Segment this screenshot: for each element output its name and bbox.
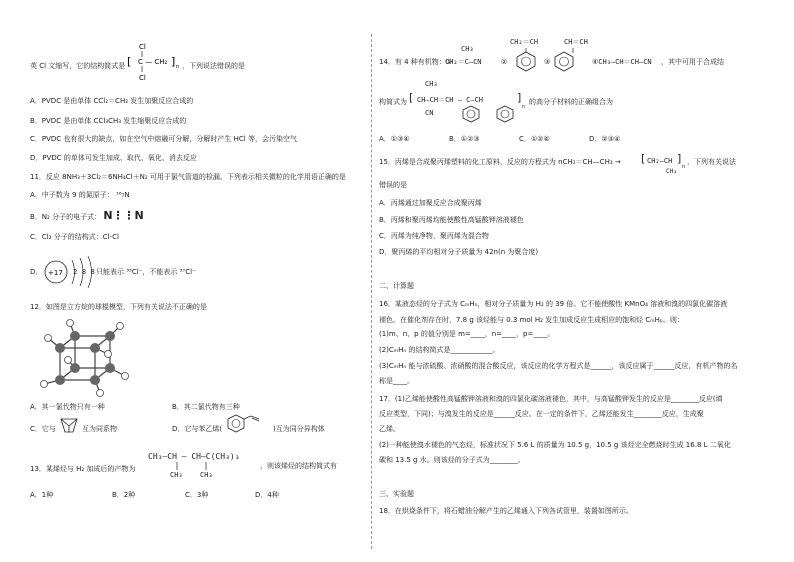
- q13-branch-right: CH₃: [200, 471, 213, 479]
- q14-stem-prefix: 14．有 4 种有机物：①: [379, 58, 453, 66]
- q12-option-b: B．其二氯代物有三种: [172, 403, 240, 411]
- q15-option-d: D．聚丙烯的平均相对分子质量为 42n(n 为聚合度): [379, 248, 539, 256]
- q14-polymer-top: CH₃: [425, 80, 438, 88]
- q12-option-d-prefix: D．它与苯乙烯(: [172, 425, 223, 433]
- pvdc-option-a: A．PVDC 是由单体 CCl₂＝CH₂ 发生加聚反应合成的: [30, 97, 194, 105]
- q11-option-d-label: D．: [30, 268, 43, 276]
- q12-option-a: A．其一氯代物只有一种: [30, 403, 105, 411]
- q15-option-c: C．丙烯为纯净物，聚丙烯为混合物: [379, 232, 489, 240]
- q13-formula: CH₃—CH — CH—C(CH₃)₃: [148, 452, 240, 461]
- q14-option-a: A．①③④: [379, 135, 410, 143]
- q13-branch-left: CH₃: [170, 471, 183, 479]
- q14-m2-label: ②: [501, 58, 508, 66]
- q17-line-4: (2)一种能使溴水褪色的气态烃，标准状况下 5.6 L 的质量为 10.5 g，10.5 g 该烃完全燃烧时生成 16.8 L 二氧化: [379, 441, 731, 449]
- q14-m2-vinyl: CH₂＝CH: [510, 38, 539, 46]
- q17-line-5: 碳和 13.5 g 水。则该烃的分子式为________。: [379, 456, 525, 464]
- pvdc-intro-suffix: ，下列说法错误的是: [182, 62, 245, 70]
- q11-option-a-symbol: ¹⁶₇N: [115, 191, 130, 199]
- q16-line-1: 16．某液态烃的分子式为 CₘHₙ，相对分子质量为 H₂ 的 39 倍。它不能使酸性 KMnO₄ 溶液和溴的四氯化碳溶液: [379, 300, 728, 308]
- q14-option-d: D．②③④: [589, 135, 621, 143]
- q14-m3-label: ③: [544, 58, 551, 66]
- q13-option-a: A．1种: [30, 491, 54, 499]
- q13-option-b: B．2种: [112, 491, 136, 499]
- cubane-ball-stick-model: [30, 318, 140, 398]
- pvdc-formula: [125, 40, 205, 82]
- q11-option-a: [30, 191, 130, 200]
- q14-polymer-main: CH—CH＝CH — C—CH: [417, 96, 484, 104]
- electron-shells: 2 8 8: [73, 268, 96, 276]
- q14-m4: ④CH₃—CH＝CH—CN: [592, 58, 652, 66]
- q14-polymer-cn: CN: [425, 109, 434, 117]
- pvdc-n: n: [176, 64, 180, 70]
- q14-m1-top: CH₃: [461, 45, 474, 53]
- q11-option-d-text: 只能表示 ³⁵Cl⁻，不能表示 ³⁷Cl⁻: [96, 268, 196, 276]
- q14-option-b: B．①②③: [449, 135, 480, 143]
- q14-line2-prefix: 构简式为: [379, 98, 407, 106]
- q12-option-d-suffix: )互为同分异构体: [273, 425, 325, 433]
- q11-option-b-text: B．N₂ 分子的电子式：: [30, 213, 102, 221]
- q13-stem-suffix: ，则该烯烃的结构简式有: [260, 462, 337, 470]
- q15-stem-suffix: ，下列有关说法: [687, 158, 736, 166]
- q15-option-b: B．丙烯和聚丙烯均能使酸性高锰酸钾溶液褪色: [379, 216, 524, 224]
- pvdc-chain: C — CH₂: [138, 58, 168, 66]
- prismane-structure: [58, 414, 80, 436]
- pvdc-cl-top: Cl: [139, 43, 146, 51]
- q12-stem: 12．如图是立方烷的球棍模型，下列有关说法不正确的是: [30, 303, 207, 311]
- q15-polymer: CH₂—CH: [647, 157, 673, 165]
- q11-option-a-text: A．中子数为 9 的氮原子：: [30, 191, 114, 199]
- q12-option-c-prefix: C．它与: [30, 425, 56, 433]
- q16-line-3: (1)m、n、p 的值分别是 m=____，n=____，p=____。: [379, 330, 555, 338]
- q15-stem-line2: 错误的是: [379, 181, 407, 189]
- styrene-structure: [226, 412, 272, 436]
- q14-polymer-n: n: [522, 104, 526, 110]
- q15-polymer-branch: CH₃: [666, 168, 677, 175]
- q14-m2-benzene: [515, 48, 539, 74]
- q13-option-d: D．4种: [255, 491, 279, 499]
- q17-line-3: 乙烯。: [379, 425, 400, 433]
- q16-line-4: (2)CₘHₙ 的结构简式是____________。: [379, 346, 500, 354]
- q14-m1-main: CH₂＝C—CN: [445, 58, 482, 66]
- q11-option-b-symbol: N⋮⋮N: [103, 209, 144, 222]
- q18-stem: 18．在烘烧条件下，将石蜡油分解产生的乙烯通入下列各试管里，装置如图所示。: [379, 507, 633, 515]
- q11-option-c: C．Cl₂ 分子的结构式：Cl-Cl: [30, 233, 119, 241]
- q15-polymer-n: n: [682, 164, 686, 170]
- q12-option-c-suffix: 互为同系物: [82, 425, 117, 433]
- exam-page: 英 Cl 文缩写，它的结构简式是 Cl [ C — CH₂ ] n Cl ，下列说法错误的是 A．PVDC 是由单体 CCl₂＝CH₂ 发生加聚反应合成的 B．PVDC 是由单体 CCl₃CH₃ 发生缩聚反应合成的 C．PVDC 也有很大的缺点，如在空气中熔融可分解，分解时产生 HCl 等，会污染空气 D．PVDC 的单体可发生加成、取代、氧化、消去反应 11．反应 8NH₃＋3Cl₂＝6NH₄Cl＋N₂ 可用于氯气管道的检漏。下列表示相关微粒的化学用语正确的是 A．中子数为 9 的氮原子： ¹⁶₇N B．N₂ 分子的电子式： N⋮⋮N C．Cl₂ 分子的结构式：Cl-Cl D． +17 2 8 8 只能表示 ³⁵Cl⁻，不能表示 ³⁷Cl⁻ 12．如图是立方烷的球棍模型，下列有关说法不正确的是 A．其一氯代物只有一种 B．其二氯代物有三种 C．它与 互为同系物 D．它与苯乙烯( )互为同分异构体 13．某烯烃与 H₂ 加成后的产物为 CH₃—CH — CH—C(CH₃)₃ CH₃ CH₃ ，则该烯烃的结构简式有 A．1种 B．2种 C．3种 D．4种 14．有 4 种有机物：① CH₃ CH₂＝C—CN ② CH₂＝CH ③ CH＝CH ④CH₃—CH＝CH—CN ，其中可用于合成结 构简式为 CH₃ [ CH—CH＝CH — C—CH ] n CN 的高分子材料的正确组合为 A．①③④ B．①②③ C．①②④ D．②③④ 15．丙烯是合成聚丙烯塑料的化工原料，反应的方程式为 nCH₂＝CH—CH₃ → [ CH₂—CH ] n CH₃ ，下列有关说法 错误的是 A．丙烯通过加聚反应合成聚丙烯 B．丙烯和聚丙烯均能使酸性高锰酸钾溶液褪色 C．丙烯为纯净物，聚丙烯为混合物 D．聚丙烯的平均相对分子质量为 42n(n 为聚合度) 二、计算题 16．某液态烃的分子式为 CₘHₙ，相对分子质量为 H₂ 的 39 倍。它不能使酸性 KMnO₄ 溶液和溴的四氯化碳溶液 褪色。在催化剂存在时，7.8 g 该烃能与 0.3 mol H₂ 发生加成反应生成相应的饱和烃 CₘHₚ。则： (1)m、n、p 的值分别是 m=____，n=____，p=____。 (2)CₘHₙ 的结构简式是____________。 (3)CₘHₙ 能与浓硫酸、浓硝酸的混合酸反应，该反应的化学方程式是______，该反应属于______反应，有机产物的名 称是____。 17．(1)乙烯能使酸性高锰酸钾溶液和溴的四氯化碳溶液褪色，其中，与高锰酸钾发生的反应是________反应(填 反应类型，下同)；与溴发生的反应是______反应。在一定的条件下，乙烯还能发生________反应，生成聚 乙烯。 (2)一种能使溴水褪色的气态烃，标准状况下 5.6 L 的质量为 10.5 g，10.5 g 该烃完全燃烧时生成 16.8 L 二氧化 碳和 13.5 g 水。则该烃的分子式为________。 三、实验题 18．在烘烧条件下，将石蜡油分解产生的乙烯通入下列各试管里，装置如图所示。: [0, 0, 794, 562]
- q16-line-5: (3)CₘHₙ 能与浓硫酸、浓硝酸的混合酸反应，该反应的化学方程式是______，该反应属于______反应，有机产物的名: [379, 362, 738, 370]
- nucleus-charge: +17: [48, 269, 63, 277]
- q11-option-b: [30, 211, 144, 222]
- section-2-heading: 二、计算题: [379, 282, 414, 290]
- q11-stem: 11．反应 8NH₃＋3Cl₂＝6NH₄Cl＋N₂ 可用于氯气管道的检漏。下列表示相关微粒的化学用语正确的是: [30, 173, 346, 181]
- q13-option-c: C．3种: [185, 491, 209, 499]
- svg-text:]: ]: [171, 55, 176, 68]
- q17-line-1: 17．(1)乙烯能使酸性高锰酸钾溶液和溴的四氯化碳溶液褪色，其中，与高锰酸钾发生的反应是________反应(填: [379, 395, 723, 403]
- pvdc-intro-prefix: 英 Cl 文缩写，它的结构简式是: [30, 62, 126, 70]
- svg-text:[: [: [127, 55, 132, 68]
- pvdc-intro: [30, 62, 125, 71]
- q15-stem-prefix: 15．丙烯是合成聚丙烯塑料的化工原料，反应的方程式为 nCH₂＝CH—CH₃ →: [379, 158, 621, 166]
- q14-line2-suffix: 的高分子材料的正确组合为: [529, 98, 613, 106]
- q14-m3-vinyl: CH＝CH: [564, 38, 588, 46]
- pvdc-option-b: B．PVDC 是由单体 CCl₃CH₃ 发生缩聚反应合成的: [30, 117, 187, 125]
- section-3-heading: 三、实验题: [379, 490, 414, 498]
- q15-option-a: A．丙烯通过加聚反应合成聚丙烯: [379, 199, 482, 207]
- q17-line-2: 反应类型，下同)；与溴发生的反应是______反应。在一定的条件下，乙烯还能发生________反应，生成聚: [379, 410, 704, 418]
- q14-m3-benzene: [553, 48, 583, 74]
- q13-stem-prefix: 13．某烯烃与 H₂ 加成后的产物为: [30, 465, 136, 473]
- pvdc-option-c: C．PVDC 也有很大的缺点，如在空气中熔融可分解，分解时产生 HCl 等，会污染空气: [30, 135, 297, 143]
- column-divider: [371, 34, 372, 549]
- q16-line-6: 称是____。: [379, 377, 414, 385]
- q14-stem-suffix: ，其中可用于合成结: [661, 58, 724, 66]
- pvdc-option-d: D．PVDC 的单体可发生加成、取代、氧化、消去反应: [30, 154, 197, 162]
- q16-line-2: 褪色。在催化剂存在时，7.8 g 该烃能与 0.3 mol H₂ 发生加成反应生成相应的饱和烃 CₘHₚ。则：: [379, 316, 684, 324]
- q14-polymer-rings: [461, 104, 521, 128]
- pvdc-cl-bottom: Cl: [139, 74, 146, 82]
- q14-option-c: C．①②④: [519, 135, 550, 143]
